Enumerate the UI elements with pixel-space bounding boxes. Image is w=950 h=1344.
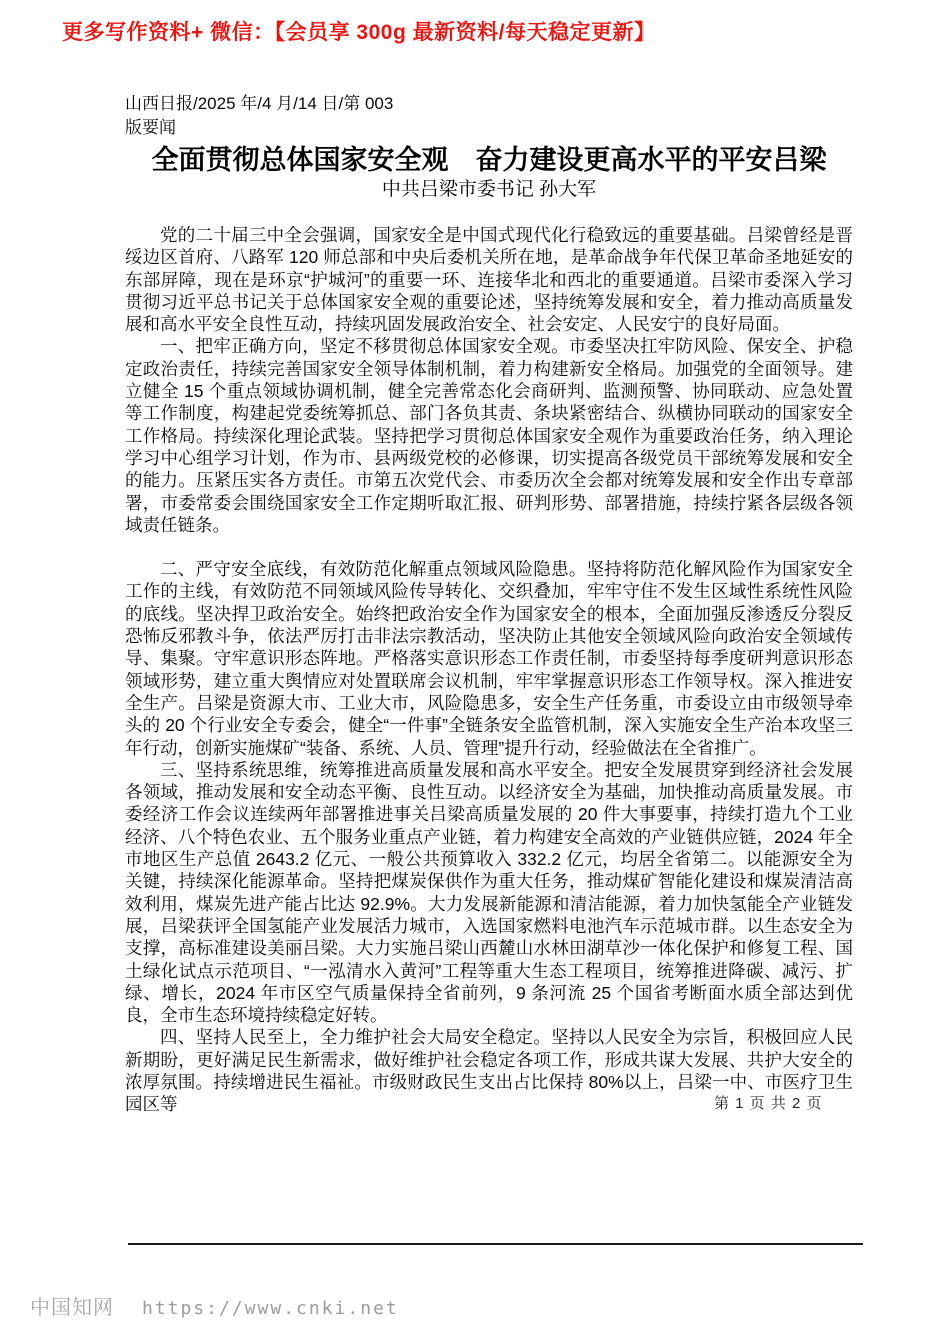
paragraph-section-1: 一、把牢正确方向，坚定不移贯彻总体国家安全观。市委坚决扛牢防风险、保安全、护稳定政治责任，持续完善国家安全领导体制机制，着力构建新安全格局。加强党的全面领导。建立健全 15 个重点领域协调机制，健全完善常态化会商研判、监测预警、协同联动、应急处置等工作制度，构建起党委统筹抓总、部门各负其责、条块紧密结合、纵横协同联动的国家安全工作格局。持续深化理论武装。坚持把学习贯彻总体国家安全观作为重要政治任务，纳入理论学习中心组学习计划，作为市、县两级党校的必修课，切实提高各级党员干部统筹发展和安全的能力。压紧压实各方责任。市第五次党代会、市委历次全会都对统筹发展和安全作出专章部署，市委常委会围绕国家安全工作定期听取汇报、研判形势、部署措施，持续拧紧各层级各领域责任链条。 <box>125 336 853 535</box>
page-indicator: 第 1 页 共 2 页 <box>714 1095 823 1112</box>
footer-divider-line <box>128 1243 863 1245</box>
source-line: 山西日报/2025 年/4 月/14 日/第 003 <box>125 94 394 113</box>
paragraph-intro: 党的二十届三中全会强调，国家安全是中国式现代化行稳致远的重要基础。吕梁曾经是晋绥边区首府、八路军 120 师总部和中央后委机关所在地，是革命战争年代保卫革命圣地延安的东部屏障，现在是环京“护城河”的重要一环、连接华北和西北的重要通道。吕梁市委深入学习贯彻习近平总书记关于总体国家安全观的重要论述，坚持统筹发展和安全，着力推动高质量发展和高水平安全良性互动，持续巩固发展政治安全、社会安定、人民安宁的良好局面。 <box>125 225 853 335</box>
article-body <box>125 224 853 1116</box>
cnki-watermark <box>30 1291 399 1320</box>
promo-banner-text: 更多写作资料+ 微信：【会员享 300g 最新资料/每天稳定更新】 <box>62 21 656 44</box>
paragraph-section-3: 三、坚持系统思维，统筹推进高质量发展和高水平安全。把安全发展贯穿到经济社会发展各领域，推动发展和安全动态平衡、良性互动。以经济安全为基础，加快推动高质量发展。市委经济工作会议连续两年部署推进事关吕梁高质量发展的 20 件大事要事，持续打造九个工业经济、八个特色农业、五个服务业重点产业链，着力构建安全高效的产业链供应链，2024 年全市地区生产总值 2643.2 亿元、一般公共预算收入 332.2 亿元，均居全省第二。以能源安全为关键，持续深化能源革命。坚持把煤炭保供作为重大任务，推动煤矿智能化建设和煤炭清洁高效利用，煤炭先进产能占比达 92.9%。大力发展新能源和清洁能源，着力加快氢能全产业链发展，吕梁获评全国氢能产业发展活力城市，入选国家燃料电池汽车示范城市群。以生态安全为支撑，高标准建设美丽吕梁。大力实施吕梁山西麓山水林田湖草沙一体化保护和修复工程、国土绿化试点示范项目、“一泓清水入黄河”工程等重大生态工程项目，统筹推进降碳、减污、扩绿、增长，2024 年市区空气质量保持全省前列，9 条河流 25 个国省考断面水质全部达到优良，全市生态环境持续稳定好转。 <box>125 759 853 1026</box>
cnki-site-name: 中国知网 <box>30 1297 114 1319</box>
article-content <box>125 92 853 1116</box>
article-author: 中共吕梁市委书记 孙大军 <box>381 179 597 200</box>
article-title: 全面贯彻总体国家安全观 奋力建设更高水平的平安吕梁 <box>151 145 827 175</box>
section-line: 版要闻 <box>125 118 176 137</box>
cnki-site-url-link[interactable]: https://www.cnki.net <box>142 1298 399 1319</box>
paragraph-section-2: 二、严守安全底线，有效防范化解重点领域风险隐患。坚持将防范化解风险作为国家安全工作的主线，有效防范不同领域风险传导转化、交织叠加，牢牢守住不发生区域性系统性风险的底线。坚决捍卫政治安全。始终把政治安全作为国家安全的根本，全面加强反渗透反分裂反恐怖反邪教斗争，依法严厉打击非法宗教活动，坚决防止其他安全领域风险向政治安全领域传导、集聚。守牢意识形态阵地。严格落实意识形态工作责任制，市委坚持每季度研判意识形态领域形势，建立重大舆情应对处置联席会议机制，牢牢掌握意识形态工作领导权。深入推进安全生产。吕梁是资源大市、工业大市，风险隐患多，安全生产任务重，市委设立由市级领导牵头的 20 个行业安全专委会，健全“一件事”全链条安全监管机制，深入实施安全生产治本攻坚三年行动，创新实施煤矿“装备、系统、人员、管理”提升行动，经验做法在全省推广。 <box>125 559 853 758</box>
paragraph-section-4: 四、坚持人民至上，全力维护社会大局安全稳定。坚持以人民安全为宗旨，积极回应人民新期盼，更好满足民生新需求，做好维护社会稳定各项工作，形成共谋大发展、共护大安全的浓厚氛围。持续增进民生福祉。市级财政民生支出占比保持 80%以上，吕梁一中、市医疗卫生园区等 <box>125 1027 853 1115</box>
